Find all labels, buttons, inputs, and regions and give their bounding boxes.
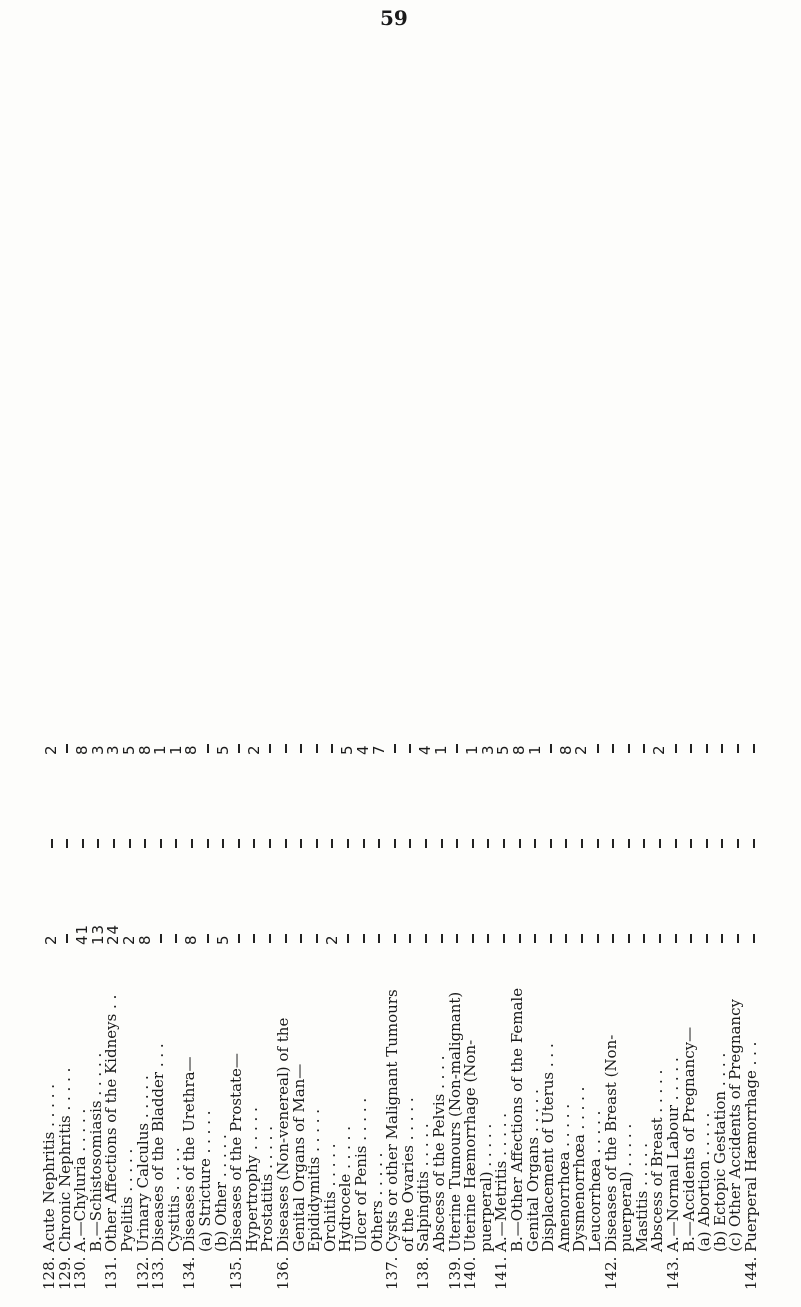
nil-dash [285,744,287,753]
row-text: Chronic Nephritis . . . . . [55,1067,74,1252]
table-cell: 1 [151,744,170,755]
nil-dash [737,744,739,753]
row-text: Salpingitis . . . . . [414,1123,433,1252]
row-text: puerperal) . . . . . [617,1123,636,1252]
nil-dash [269,839,271,848]
nil-dash [690,839,692,848]
row-text: B.—Other Affections of the Female [508,987,526,1252]
row-text: Displacement of Uterus . . . [539,1043,558,1252]
row-number: 128. [40,1256,58,1290]
table-cell: 1 [463,744,482,755]
nil-dash [207,744,209,753]
row-text: Epididymitis . . . . . [305,1108,324,1252]
row-text: A.—Chyluria . . . . . [71,1108,90,1252]
nil-dash [628,839,630,848]
row-text: Uterine Tumours (Non-malignant) [445,991,464,1252]
table-cell [744,685,762,755]
table-cell: 8 [135,744,154,755]
row-number: 131. [102,1256,121,1290]
table-cell: 5 [213,934,232,945]
table-cell: 2 [650,744,669,755]
nil-dash [425,839,427,848]
table-cell: 3 [478,744,497,755]
table-cell: 2 [120,934,138,945]
row-number: 137. [383,1256,402,1290]
nil-dash [503,839,505,848]
nil-dash [191,839,193,848]
nil-dash [675,839,677,848]
nil-dash [456,744,458,753]
table-cell: 1 [525,744,544,755]
nil-dash [97,839,99,848]
table-cell [744,780,762,850]
data-column [30,685,775,755]
nil-dash [113,839,115,848]
nil-dash [503,934,505,943]
row-text: A.—Metritis . . . . . [492,1112,511,1252]
row-number: 142. [601,1256,620,1290]
table-cell: 2 [244,744,263,755]
nil-dash [129,839,131,848]
row-number: 133. [149,1256,168,1290]
nil-dash [519,839,521,848]
nil-dash [316,839,318,848]
table-cell: 3 [104,744,123,755]
row-number: 143. [664,1256,682,1290]
nil-dash [472,934,474,943]
nil-dash [409,744,411,753]
row-text: Diseases of the Bladder . . . [149,1043,168,1252]
nil-dash [175,839,177,848]
nil-dash [690,934,692,943]
nil-dash [441,839,443,848]
nil-dash [66,934,68,943]
nil-dash [363,839,365,848]
nil-dash [441,934,443,943]
row-number: 140. [461,1256,480,1290]
row-text: Genital Organs . . . . . [523,1089,542,1252]
row-text: of the Ovaries . . . . . [398,1097,417,1252]
nil-dash [612,744,614,753]
nil-dash [66,839,68,848]
data-column [30,875,775,945]
nil-dash [144,839,146,848]
row-number: 135. [227,1256,246,1290]
row-text: Puerperal Hæmorrhage . . . [742,1041,760,1252]
table-cell: 2 [42,934,60,945]
nil-dash [175,934,177,943]
nil-dash [207,839,209,848]
table-cell: 4 [354,744,372,755]
nil-dash [597,934,599,943]
nil-dash [612,934,614,943]
nil-dash [222,839,224,848]
nil-dash [565,839,567,848]
nil-dash [207,934,209,943]
nil-dash [721,839,723,848]
table-cell: 1 [166,744,185,755]
nil-dash [721,744,723,753]
row-text: Uterine Hæmorrhage (Non- [461,1039,480,1252]
nil-dash [238,934,240,943]
table-cell: 2 [42,744,60,755]
row-number: 138. [414,1256,433,1290]
data-column [30,780,775,850]
nil-dash [300,744,302,753]
nil-dash [628,934,630,943]
table-cell: 41 [73,923,92,945]
nil-dash [160,839,162,848]
nil-dash [331,839,333,848]
nil-dash [378,839,380,848]
rotated-table [30,40,775,1290]
table-cell: 8 [182,934,201,945]
row-text: Diseases (Non-venereal) of the [274,1017,292,1252]
row-text: puerperal) . . . . . [476,1123,495,1252]
row-text: Orchitis . . . . . [320,1143,339,1252]
table-cell: 4 [416,744,435,755]
nil-dash [66,744,68,753]
row-text: (a) Stricture . . . . . [196,1110,214,1252]
nil-dash [456,839,458,848]
nil-dash [472,839,474,848]
table-cell: 1 [432,744,450,755]
nil-dash [612,839,614,848]
nil-dash [269,744,271,753]
row-text: Amenorrhœa . . . . . [554,1103,573,1252]
nil-dash [378,934,380,943]
row-text: Abscess of the Pelvis . . . . [430,1055,448,1252]
row-number: 141. [492,1256,511,1290]
row-text: Ulcer of Penis . . . . . [352,1097,370,1252]
nil-dash [456,934,458,943]
nil-dash [394,934,396,943]
page-number: 59 [380,6,408,30]
row-text: Acute Nephritis . . . . . [40,1083,58,1252]
row-text: (c) Other Accidents of Pregnancy [726,999,745,1252]
row-text: Abscess of Breast . . . . . [648,1069,667,1252]
nil-dash [706,839,708,848]
table-cell: 13 [88,923,107,945]
nil-dash [51,839,53,848]
table-cell: 5 [120,744,138,755]
row-text: Diseases of the Prostate— [227,1053,246,1252]
nil-dash [628,744,630,753]
nil-dash [300,839,302,848]
table-cell: 8 [135,934,154,945]
nil-dash [721,934,723,943]
table-cell: 2 [322,934,341,945]
table-cell: 5 [213,744,232,755]
nil-dash [550,839,552,848]
nil-dash [160,934,162,943]
row-text: (b) Other . . . . . [211,1134,230,1252]
table-cell: 8 [182,744,201,755]
nil-dash [643,839,645,848]
nil-dash [659,934,661,943]
nil-dash [253,934,255,943]
row-number: 136. [274,1256,292,1290]
row-labels [30,955,775,1290]
nil-dash [597,839,599,848]
nil-dash [706,744,708,753]
table-cell: 2 [572,744,591,755]
nil-dash [82,839,84,848]
row-text: Hydrocele . . . . . [336,1126,355,1252]
row-number: 144. [742,1256,760,1290]
nil-dash [253,839,255,848]
nil-dash [363,934,365,943]
nil-dash [737,934,739,943]
nil-dash [690,744,692,753]
nil-dash [347,839,349,848]
row-text: Leucorrhœa . . . . . [586,1110,604,1252]
row-number: 130. [71,1256,90,1290]
nil-dash [565,934,567,943]
table-cell: 3 [88,744,107,755]
table-cell: 5 [338,744,357,755]
row-number: 139. [445,1256,464,1290]
nil-dash [737,839,739,848]
nil-dash [316,744,318,753]
data-columns [30,40,775,945]
nil-dash [753,934,755,943]
row-number: 132. [133,1256,152,1290]
nil-dash [394,744,396,753]
table-cell: 8 [510,744,528,755]
row-text: Diseases of the Breast (Non- [601,1034,620,1252]
nil-dash [519,934,521,943]
nil-dash [487,934,489,943]
nil-dash [394,839,396,848]
nil-dash [409,839,411,848]
row-text: Mastitis . . . . . [632,1142,651,1252]
nil-dash [409,934,411,943]
table-cell: 8 [73,744,92,755]
nil-dash [597,744,599,753]
nil-dash [753,839,755,848]
table-cell: 8 [556,744,575,755]
nil-dash [581,839,583,848]
nil-dash [487,839,489,848]
row-text: (a) Abortion . . . . . [695,1112,714,1252]
table-cell [744,875,762,945]
nil-dash [643,934,645,943]
nil-dash [534,934,536,943]
row-label [744,1042,759,1290]
row-text: Genital Organs of Man— [289,1063,308,1252]
nil-dash [238,839,240,848]
row-text: (b) Ectopic Gestation . . . . [710,1052,729,1252]
row-text: B.—Schistosomiasis . . . . . [86,1052,105,1252]
row-text: B.—Accidents of Pregnancy— [679,1026,698,1252]
row-text: Pyelitis . . . . . [118,1148,136,1252]
row-text: A.—Normal Labour . . . . . [664,1057,682,1252]
nil-dash [534,839,536,848]
nil-dash [285,839,287,848]
nil-dash [316,934,318,943]
table-cell: 24 [104,923,123,945]
nil-dash [675,744,677,753]
nil-dash [550,744,552,753]
nil-dash [550,934,552,943]
row-number: 134. [180,1256,199,1290]
nil-dash [285,934,287,943]
nil-dash [659,839,661,848]
nil-dash [269,934,271,943]
row-text: Cystitis . . . . . [164,1147,183,1252]
row-text: Hypertrophy . . . . . [242,1107,261,1252]
nil-dash [425,934,427,943]
row-text: Urinary Calculus . . . . . [133,1075,152,1252]
nil-dash [581,934,583,943]
row-text: Dysmenorrhœa . . . . . [570,1086,589,1252]
row-text: Cysts or other Malignant Tumours [383,989,402,1252]
table-cell: 7 [369,744,388,755]
row-text: Other Affections of the Kidneys . . [102,994,121,1252]
nil-dash [347,934,349,943]
nil-dash [643,744,645,753]
row-text: Others . . . . . [367,1152,386,1252]
nil-dash [753,744,755,753]
table-cell: 5 [494,744,513,755]
row-number: 129. [55,1256,74,1290]
nil-dash [675,934,677,943]
nil-dash [300,934,302,943]
row-text: Diseases of the Urethra— [180,1056,199,1252]
nil-dash [238,744,240,753]
row-text: Prostatitis . . . . . [258,1126,277,1252]
nil-dash [706,934,708,943]
nil-dash [331,744,333,753]
